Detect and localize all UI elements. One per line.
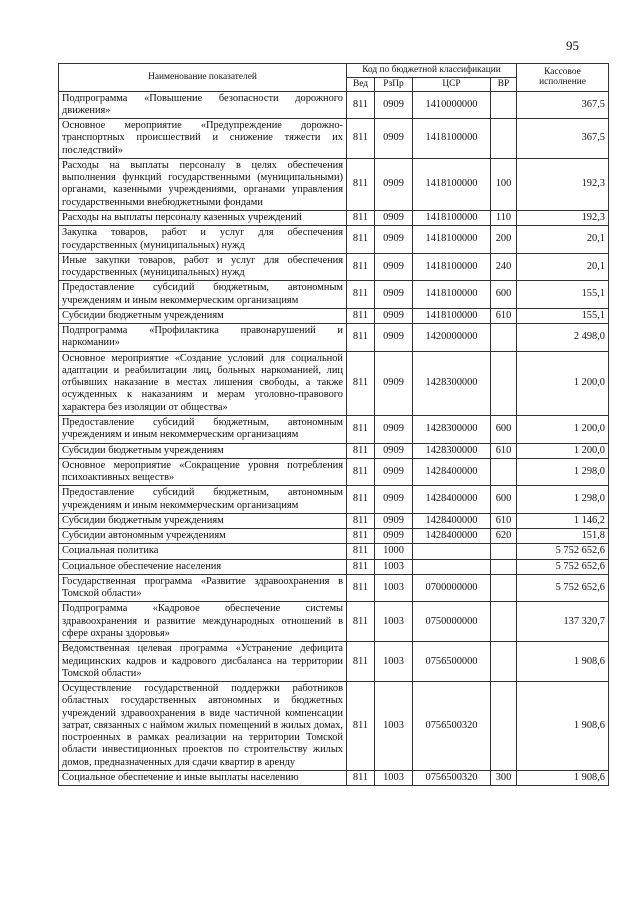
cell-amount: 1 200,0 — [517, 416, 609, 444]
table-row — [59, 324, 609, 352]
cell-rzpr: 0909 — [375, 119, 413, 159]
cell-ved: 811 — [347, 308, 375, 323]
cell-name: Основное мероприятие «Сокращение уровня потребления психоактивных веществ» — [59, 458, 347, 486]
cell-name: Расходы на выплаты персоналу казенных учреждений — [59, 211, 347, 226]
cell-csr: 1428400000 — [413, 529, 491, 544]
cell-csr: 0750000000 — [413, 602, 491, 642]
cell-ved: 811 — [347, 91, 375, 119]
table-row — [59, 486, 609, 514]
cell-vr: 610 — [491, 308, 517, 323]
table-row — [59, 602, 609, 642]
cell-name: Социальное обеспечение населения — [59, 559, 347, 574]
cell-csr: 0700000000 — [413, 574, 491, 602]
cell-csr — [413, 544, 491, 559]
table-row — [59, 226, 609, 254]
cell-amount: 1 298,0 — [517, 486, 609, 514]
cell-rzpr: 0909 — [375, 416, 413, 444]
cell-rzpr: 0909 — [375, 158, 413, 210]
table-body — [59, 91, 609, 786]
cell-ved: 811 — [347, 544, 375, 559]
header-ved: Вед — [347, 77, 375, 91]
table-row — [59, 119, 609, 159]
cell-csr: 1418100000 — [413, 211, 491, 226]
table-row — [59, 544, 609, 559]
table-row — [59, 211, 609, 226]
cell-csr: 1410000000 — [413, 91, 491, 119]
cell-csr: 1420000000 — [413, 324, 491, 352]
cell-ved: 811 — [347, 211, 375, 226]
cell-rzpr: 0909 — [375, 513, 413, 528]
cell-vr — [491, 574, 517, 602]
cell-amount: 151,8 — [517, 529, 609, 544]
cell-name: Социальная политика — [59, 544, 347, 559]
cell-amount: 1 298,0 — [517, 458, 609, 486]
budget-table — [58, 63, 609, 786]
cell-name: Иные закупки товаров, работ и услуг для обеспечения государственных (муниципальных) нужд — [59, 253, 347, 281]
cell-amount: 20,1 — [517, 226, 609, 254]
cell-amount: 192,3 — [517, 158, 609, 210]
cell-rzpr: 1000 — [375, 544, 413, 559]
cell-csr: 1428400000 — [413, 486, 491, 514]
cell-amount: 2 498,0 — [517, 324, 609, 352]
header-amount: Кассовое исполнение — [517, 64, 609, 92]
cell-vr: 200 — [491, 226, 517, 254]
cell-name: Субсидии бюджетным учреждениям — [59, 308, 347, 323]
cell-ved: 811 — [347, 486, 375, 514]
table-row — [59, 253, 609, 281]
cell-vr — [491, 351, 517, 415]
cell-amount: 1 908,6 — [517, 682, 609, 771]
cell-csr: 1418100000 — [413, 253, 491, 281]
cell-rzpr: 1003 — [375, 559, 413, 574]
cell-csr: 1418100000 — [413, 226, 491, 254]
cell-csr: 1428400000 — [413, 458, 491, 486]
cell-vr — [491, 602, 517, 642]
cell-vr: 240 — [491, 253, 517, 281]
table-row — [59, 574, 609, 602]
cell-vr — [491, 559, 517, 574]
cell-amount: 137 320,7 — [517, 602, 609, 642]
cell-rzpr: 0909 — [375, 324, 413, 352]
table-row — [59, 529, 609, 544]
table-row — [59, 559, 609, 574]
table-row — [59, 443, 609, 458]
cell-rzpr: 0909 — [375, 253, 413, 281]
table-row — [59, 513, 609, 528]
cell-name: Социальное обеспечение и иные выплаты населению — [59, 770, 347, 785]
cell-rzpr: 0909 — [375, 211, 413, 226]
cell-rzpr: 0909 — [375, 486, 413, 514]
cell-name: Основное мероприятие «Создание условий для социальной адаптации и реабилитации лиц, больных наркоманией, лиц отбывших наказание в местах лишения свободы, а также осужденных к наказаниям и мерам уголовно-правового характера без изоляции от общества» — [59, 351, 347, 415]
cell-vr — [491, 458, 517, 486]
cell-csr: 0756500320 — [413, 682, 491, 771]
cell-rzpr: 1003 — [375, 770, 413, 785]
cell-name: Подпрограмма «Кадровое обеспечение системы здравоохранения и развитие международных отношений в сфере охраны здоровья» — [59, 602, 347, 642]
cell-rzpr: 0909 — [375, 351, 413, 415]
table-row — [59, 458, 609, 486]
table-row — [59, 91, 609, 119]
cell-rzpr: 0909 — [375, 226, 413, 254]
cell-ved: 811 — [347, 574, 375, 602]
cell-rzpr: 0909 — [375, 443, 413, 458]
cell-name: Субсидии бюджетным учреждениям — [59, 443, 347, 458]
cell-rzpr: 0909 — [375, 458, 413, 486]
cell-ved: 811 — [347, 513, 375, 528]
cell-csr: 1428300000 — [413, 416, 491, 444]
cell-rzpr: 0909 — [375, 91, 413, 119]
cell-name: Субсидии автономным учреждениям — [59, 529, 347, 544]
cell-ved: 811 — [347, 682, 375, 771]
cell-name: Подпрограмма «Профилактика правонарушений и наркомании» — [59, 324, 347, 352]
cell-ved: 811 — [347, 770, 375, 785]
cell-rzpr: 1003 — [375, 682, 413, 771]
header-vr: ВР — [491, 77, 517, 91]
table-row — [59, 351, 609, 415]
cell-amount: 192,3 — [517, 211, 609, 226]
cell-csr: 0756500320 — [413, 770, 491, 785]
cell-vr: 110 — [491, 211, 517, 226]
cell-amount: 5 752 652,6 — [517, 544, 609, 559]
header-csr: ЦСР — [413, 77, 491, 91]
cell-csr — [413, 559, 491, 574]
header-rzpr: РзПр — [375, 77, 413, 91]
cell-vr — [491, 324, 517, 352]
cell-vr: 620 — [491, 529, 517, 544]
cell-vr: 300 — [491, 770, 517, 785]
cell-amount: 367,5 — [517, 91, 609, 119]
table-row — [59, 158, 609, 210]
cell-rzpr: 0909 — [375, 281, 413, 309]
cell-csr: 1418100000 — [413, 158, 491, 210]
cell-amount: 20,1 — [517, 253, 609, 281]
cell-amount: 1 146,2 — [517, 513, 609, 528]
cell-amount: 1 908,6 — [517, 642, 609, 682]
table-row — [59, 770, 609, 785]
cell-vr — [491, 642, 517, 682]
cell-ved: 811 — [347, 458, 375, 486]
table-row — [59, 682, 609, 771]
cell-name: Основное мероприятие «Предупреждение дорожно-транспортных происшествий и снижение тяжести их последствий» — [59, 119, 347, 159]
cell-name: Предоставление субсидий бюджетным, автономным учреждениям и иным некоммерческим организациям — [59, 416, 347, 444]
cell-ved: 811 — [347, 324, 375, 352]
cell-name: Подпрограмма «Повышение безопасности дорожного движения» — [59, 91, 347, 119]
cell-ved: 811 — [347, 226, 375, 254]
cell-csr: 1418100000 — [413, 281, 491, 309]
cell-rzpr: 1003 — [375, 574, 413, 602]
header-code-group: Код по бюджетной классификации — [347, 64, 517, 78]
cell-rzpr: 1003 — [375, 642, 413, 682]
cell-name: Государственная программа «Развитие здравоохранения в Томской области» — [59, 574, 347, 602]
cell-vr: 610 — [491, 443, 517, 458]
cell-ved: 811 — [347, 416, 375, 444]
cell-ved: 811 — [347, 602, 375, 642]
cell-amount: 1 200,0 — [517, 351, 609, 415]
cell-name: Расходы на выплаты персоналу в целях обеспечения выполнения функций государственными (муниципальными) органами, казенными учреждениями, органами управления государственными внебюджетными фондами — [59, 158, 347, 210]
cell-vr — [491, 91, 517, 119]
cell-csr: 1428400000 — [413, 513, 491, 528]
cell-csr: 1418100000 — [413, 308, 491, 323]
cell-csr: 0756500000 — [413, 642, 491, 682]
cell-name: Предоставление субсидий бюджетным, автономным учреждениям и иным некоммерческим организациям — [59, 486, 347, 514]
table-row — [59, 281, 609, 309]
table-row — [59, 642, 609, 682]
cell-csr: 1428300000 — [413, 443, 491, 458]
cell-amount: 367,5 — [517, 119, 609, 159]
table-row — [59, 308, 609, 323]
cell-amount: 155,1 — [517, 281, 609, 309]
cell-ved: 811 — [347, 253, 375, 281]
cell-amount: 155,1 — [517, 308, 609, 323]
cell-ved: 811 — [347, 158, 375, 210]
table-header — [59, 64, 609, 92]
table-row — [59, 416, 609, 444]
cell-name: Субсидии бюджетным учреждениям — [59, 513, 347, 528]
cell-vr: 600 — [491, 281, 517, 309]
cell-vr: 600 — [491, 416, 517, 444]
cell-vr — [491, 544, 517, 559]
cell-amount: 5 752 652,6 — [517, 559, 609, 574]
cell-vr: 600 — [491, 486, 517, 514]
cell-ved: 811 — [347, 642, 375, 682]
cell-name: Ведомственная целевая программа «Устранение дефицита медицинских кадров и кадрового дисбаланса на территории Томской области» — [59, 642, 347, 682]
cell-ved: 811 — [347, 119, 375, 159]
cell-amount: 5 752 652,6 — [517, 574, 609, 602]
cell-name: Закупка товаров, работ и услуг для обеспечения государственных (муниципальных) нужд — [59, 226, 347, 254]
cell-ved: 811 — [347, 443, 375, 458]
cell-rzpr: 0909 — [375, 308, 413, 323]
cell-ved: 811 — [347, 281, 375, 309]
header-name: Наименование показателей — [59, 64, 347, 92]
cell-name: Предоставление субсидий бюджетным, автономным учреждениям и иным некоммерческим организациям — [59, 281, 347, 309]
cell-vr: 610 — [491, 513, 517, 528]
cell-rzpr: 0909 — [375, 529, 413, 544]
cell-ved: 811 — [347, 529, 375, 544]
cell-csr: 1428300000 — [413, 351, 491, 415]
cell-rzpr: 1003 — [375, 602, 413, 642]
cell-vr: 100 — [491, 158, 517, 210]
cell-amount: 1 200,0 — [517, 443, 609, 458]
cell-ved: 811 — [347, 351, 375, 415]
cell-vr — [491, 119, 517, 159]
cell-vr — [491, 682, 517, 771]
page-number: 95 — [566, 38, 579, 53]
cell-name: Осуществление государственной поддержки работников областных государственных автономных и бюджетных учреждений здравоохранения в виде частичной компенсации затрат, связанных с наймом жилых помещений в жилых домах, построенных в рамках реализации на территории Томской области инвестиционных проектов по строительству жилых домов, предназначенных для сдачи квартир в аренду — [59, 682, 347, 771]
cell-amount: 1 908,6 — [517, 770, 609, 785]
cell-ved: 811 — [347, 559, 375, 574]
cell-csr: 1418100000 — [413, 119, 491, 159]
